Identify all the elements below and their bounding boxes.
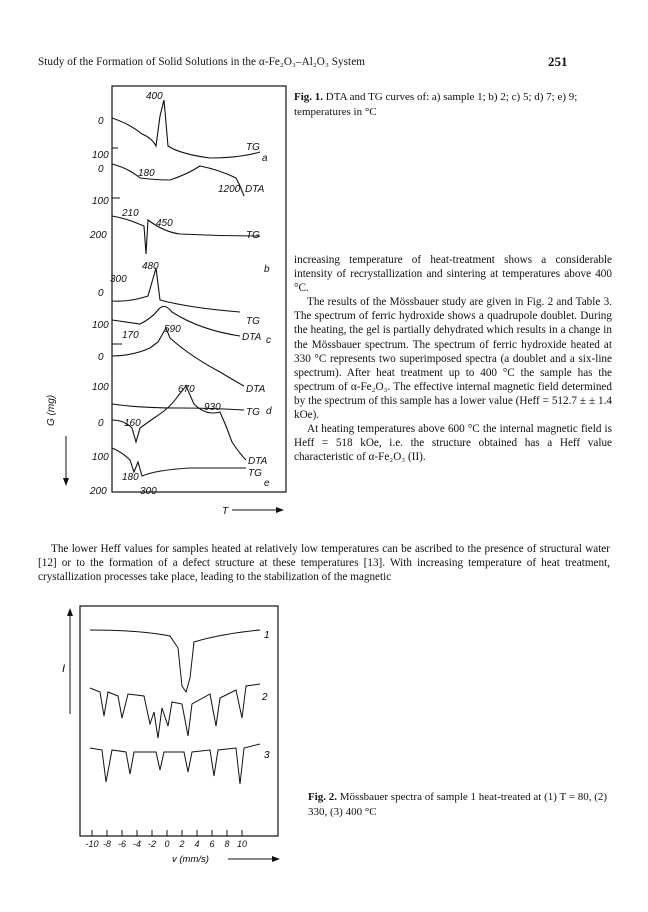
fig1-label-tg-b: TG (246, 230, 260, 241)
fig1-label-zero-c: 0 (98, 288, 104, 299)
fig2-mossbauer-chart (60, 606, 290, 882)
fig1-label-twohundred-b: 200 (90, 230, 107, 241)
full-width-text (38, 542, 610, 584)
fig1-caption (294, 90, 610, 119)
svg-text:G (mg): G (mg) (46, 394, 57, 426)
fig2-tick: 8 (224, 839, 230, 849)
fig1-label-dta-e: DTA (248, 456, 268, 467)
fig1-label-zero-d: 0 (98, 352, 104, 363)
fig2-curve-label-1: 1 (264, 630, 270, 641)
spectrum-3 (90, 744, 260, 784)
fig1-label-930: 930 (204, 402, 221, 413)
fig1-label-zero-b: 0 (98, 164, 104, 175)
fig2-tick: -8 (102, 839, 112, 849)
fig2-tick: 4 (194, 839, 200, 849)
fig1-label-letter-d: d (266, 406, 272, 417)
fig2-caption-text: Mössbauer spectra of sample 1 heat-treated at (1) T = 80, (2) 330, (3) 400 °C (308, 791, 608, 818)
fig2-tick: -6 (117, 839, 127, 849)
fig2-x-ticks (85, 839, 247, 849)
page-number: 251 (548, 54, 568, 69)
fig1-label-tg-a: TG (246, 142, 260, 153)
fig1-label-dta-c: DTA (242, 332, 262, 343)
fig1-label-zero-e: 0 (98, 418, 104, 429)
fig2-frame (80, 606, 278, 836)
fig2-curve-label-2: 2 (262, 692, 268, 703)
fig1-label-1200: 1200 (218, 184, 241, 195)
fig1-label-180e: 180 (122, 472, 139, 483)
fig1-label-590: 590 (164, 324, 181, 335)
fig1-label-450: 450 (156, 218, 173, 229)
fig1-label-twohundred-e: 200 (90, 486, 107, 497)
fig1-label-400: 400 (146, 91, 163, 102)
fig2-tick: 2 (179, 839, 185, 849)
right-column-text (294, 253, 612, 464)
fig1-label-160: 160 (124, 418, 141, 429)
full-para-1: The lower Heff values for samples heated at relatively low temperatures can be ascribed to the presence of structural water [12] or to the formation of a defect structure at these temperatures [13]. With increasing temperature of heat treatment, crystallization processes take place, leading to the stabilization of the magnetic (38, 543, 610, 584)
fig1-label-hundred-d: 100 (92, 382, 109, 393)
fig1-x-label: T (222, 506, 229, 517)
fig1-label-hundred-c: 100 (92, 320, 109, 331)
fig2-x-label: v (mm/s) (172, 854, 209, 865)
fig1-label-letter-b: b (264, 264, 270, 275)
fig1-label-hundred-a: 100 (92, 150, 109, 161)
right-para-1: increasing temperature of heat-treatment shows a considerable intensity of recrystallization and sintering at temperatures above 400 °C. (294, 254, 612, 295)
fig1-label-180: 180 (138, 168, 155, 179)
fig2-y-label: I (62, 663, 66, 675)
fig1-label-tg-c: TG (246, 316, 260, 327)
fig1-caption-label: Fig. 1. (294, 91, 324, 103)
right-para-2: The results of the Mössbauer study are given in Fig. 2 and Table 3. The spectrum of ferric hydroxide shows a quadrupole doublet. During the heating, the gel is partially dehydrated which results in a change in the Mössbauer spectrum. The spectrum of ferric hydroxide heated at 330 °C represents two superimposed spectra (a doublet and a six-line spectrum). After heat treatment up to 400 °C the sample has the spectrum of α-Fe₂O₃. The effective internal magnetic field determined by the spectrum of this sample has a lower value (Heff = 512.7 ± ± 1.4 kOe). (294, 296, 612, 422)
right-para-3: At heating temperatures above 600 °C the internal magnetic field is Heff = 518 kOe, i.e. the structure obtained has a Heff value characteristic of α-Fe₂O₃ (II). (294, 423, 612, 464)
fig2-caption-label: Fig. 2. (308, 791, 338, 803)
fig1-label-tg-e: TG (248, 468, 262, 479)
fig1-label-300b: 300 (110, 274, 127, 285)
fig1-frame (112, 86, 286, 492)
fig2-tick: 6 (209, 839, 215, 849)
spectrum-1 (90, 630, 260, 692)
fig1-label-480: 480 (142, 261, 159, 272)
fig1-label-300e: 300 (140, 486, 157, 497)
fig2-tick: -4 (132, 839, 142, 849)
fig2-spectra (90, 630, 260, 784)
fig2-tick: -2 (147, 839, 157, 849)
fig1-label-dta-b: DTA (245, 184, 265, 195)
fig1-label-tg-d: TG (246, 407, 260, 418)
fig1-label-170: 170 (122, 330, 139, 341)
fig1-label-zero-a: 0 (98, 116, 104, 127)
fig1-caption-text: DTA and TG curves of: a) sample 1; b) 2; c) 5; d) 7; e) 9; temperatures in °C (294, 91, 578, 118)
fig1-y-axis-label (46, 395, 57, 426)
fig2-tick: 0 (164, 839, 170, 849)
fig2-tick: 10 (236, 839, 248, 849)
fig1-dta-tg-chart (46, 86, 292, 517)
fig1-label-dta-d: DTA (246, 384, 266, 395)
fig1-label-670: 670 (178, 384, 195, 395)
fig1-label-letter-c: c (266, 335, 271, 346)
fig2-tick: -10 (85, 839, 99, 849)
fig2-curve-label-3: 3 (264, 750, 270, 761)
fig1-label-210: 210 (122, 208, 139, 219)
fig1-label-letter-e: e (264, 478, 270, 489)
running-title: Study of the Formation of Solid Solutions in the α-Fe₂O₃–Al₂O₃ System (38, 56, 365, 68)
fig2-caption (308, 790, 610, 819)
fig1-label-hundred-e: 100 (92, 452, 109, 463)
spectrum-2 (90, 684, 260, 738)
fig1-label-hundred-b: 100 (92, 196, 109, 207)
fig1-label-letter-a: a (262, 153, 268, 164)
